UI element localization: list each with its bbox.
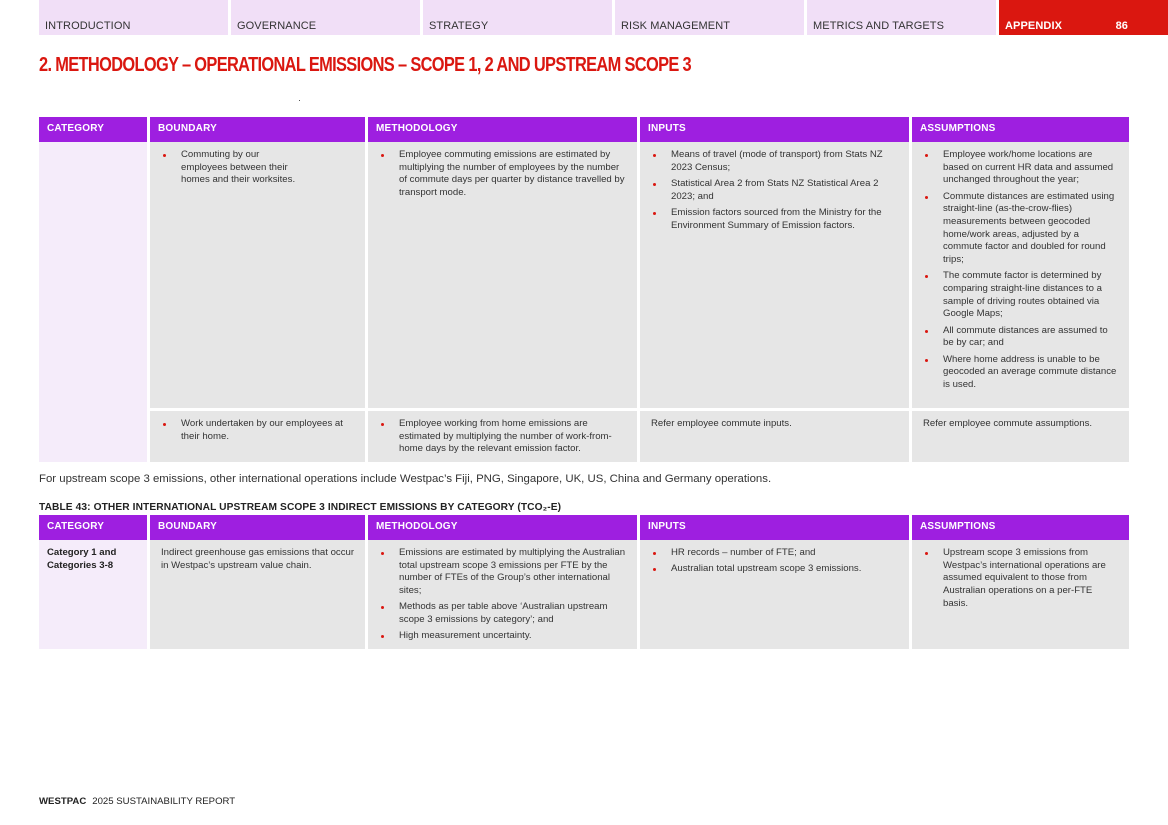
list-item: Employee commuting emissions are estimated by multiplying the number of employees by the number of commute days per quarter by distance travelled by transport mode. bbox=[379, 149, 627, 200]
methodology-cell bbox=[368, 540, 640, 649]
boundary-cell bbox=[150, 408, 368, 462]
nav-tab-label: METRICS AND TARGETS bbox=[813, 20, 945, 32]
nav-tab-label: APPENDIX bbox=[1005, 20, 1063, 32]
page-number: 86 bbox=[1115, 20, 1128, 32]
footer-report-name: 2025 SUSTAINABILITY REPORT bbox=[92, 796, 236, 807]
list-item: HR records – number of FTE; and bbox=[651, 547, 899, 560]
header-boundary: BOUNDARY bbox=[150, 515, 368, 540]
nav-tab-introduction[interactable] bbox=[39, 0, 228, 35]
header-methodology: METHODOLOGY bbox=[368, 515, 640, 540]
category-cell bbox=[39, 142, 150, 462]
nav-tab-label: RISK MANAGEMENT bbox=[621, 20, 731, 32]
category-cell: Category 1 and Categories 3-8 bbox=[39, 540, 150, 649]
top-navigation bbox=[39, 0, 1168, 35]
list-item: Emission factors sourced from the Ministry for the Environment Summary of Emission factors. bbox=[651, 207, 899, 232]
nav-tab-metrics-and-targets[interactable] bbox=[807, 0, 996, 35]
header-assumptions: ASSUMPTIONS bbox=[912, 117, 1129, 142]
header-assumptions: ASSUMPTIONS bbox=[912, 515, 1129, 540]
footer-brand: WESTPAC bbox=[39, 796, 87, 807]
table-header-row bbox=[39, 117, 1129, 142]
header-boundary: BOUNDARY bbox=[150, 117, 368, 142]
inputs-cell: Refer employee commute inputs. bbox=[640, 408, 912, 462]
methodology-cell bbox=[368, 408, 640, 462]
list-item: Australian total upstream scope 3 emissions. bbox=[651, 563, 899, 576]
header-category: CATEGORY bbox=[39, 117, 150, 142]
list-item: All commute distances are assumed to be by car; and bbox=[923, 325, 1119, 350]
page-footer bbox=[39, 796, 235, 807]
list-item: Commute distances are estimated using straight-line (as-the-crow-flies) measurements between geocoded home/work areas, adjusted by a commute factor and doubled for round trips; bbox=[923, 191, 1119, 267]
table-header-row bbox=[39, 515, 1129, 540]
assumptions-cell: Refer employee commute assumptions. bbox=[912, 408, 1129, 462]
list-item: Statistical Area 2 from Stats NZ Statistical Area 2 2023; and bbox=[651, 178, 899, 203]
list-item: Emissions are estimated by multiplying the Australian total upstream scope 3 emissions per FTE by the number of FTEs of the Group’s other international sites; bbox=[379, 547, 627, 598]
header-inputs: INPUTS bbox=[640, 117, 912, 142]
list-item: Employee work/home locations are based on current HR data and assumed unchanged throughout the year; bbox=[923, 149, 1119, 187]
list-item: Means of travel (mode of transport) from Stats NZ 2023 Census; bbox=[651, 149, 899, 174]
list-item: The commute factor is determined by comparing straight-line distances to a sample of driving routes obtained via Google Maps; bbox=[923, 270, 1119, 321]
header-category: CATEGORY bbox=[39, 515, 150, 540]
inputs-cell bbox=[640, 540, 912, 649]
list-item: Where home address is unable to be geocoded an average commute distance is used. bbox=[923, 354, 1119, 392]
methodology-table bbox=[39, 117, 1129, 462]
nav-tab-strategy[interactable] bbox=[423, 0, 612, 35]
page-title: 2. METHODOLOGY – OPERATIONAL EMISSIONS – SCOPE 1, 2 AND UPSTREAM SCOPE 3 bbox=[39, 54, 692, 76]
international-operations-note: For upstream scope 3 emissions, other international operations include Westpac’s Fiji, PNG, Singapore, UK, US, China and Germany operations. bbox=[39, 473, 772, 485]
methodology-cell bbox=[368, 142, 640, 408]
nav-tab-risk-management[interactable] bbox=[615, 0, 804, 35]
stray-mark bbox=[299, 100, 300, 101]
nav-tab-label: GOVERNANCE bbox=[237, 20, 317, 32]
table-title: TABLE 43: OTHER INTERNATIONAL UPSTREAM SCOPE 3 INDIRECT EMISSIONS BY CATEGORY (TCO₂-E) bbox=[39, 502, 562, 513]
table-row bbox=[39, 408, 1129, 462]
header-methodology: METHODOLOGY bbox=[368, 117, 640, 142]
list-item: Employee working from home emissions are estimated by multiplying the number of work-from-home days by the relevant emission factor. bbox=[379, 418, 627, 456]
nav-tab-governance[interactable] bbox=[231, 0, 420, 35]
list-item: Work undertaken by our employees at their home. bbox=[161, 418, 355, 443]
table-row bbox=[39, 540, 1129, 649]
table-row bbox=[39, 142, 1129, 408]
header-inputs: INPUTS bbox=[640, 515, 912, 540]
nav-tab-label: INTRODUCTION bbox=[45, 20, 131, 32]
boundary-cell bbox=[150, 142, 368, 408]
list-item: High measurement uncertainty. bbox=[379, 630, 627, 643]
list-item: Methods as per table above ‘Australian upstream scope 3 emissions by category’; and bbox=[379, 601, 627, 626]
assumptions-cell bbox=[912, 540, 1129, 649]
boundary-cell: Indirect greenhouse gas emissions that occur in Westpac’s upstream value chain. bbox=[150, 540, 368, 649]
assumptions-cell bbox=[912, 142, 1129, 408]
nav-tab-appendix[interactable] bbox=[999, 0, 1168, 35]
international-emissions-table bbox=[39, 515, 1129, 649]
nav-tab-label: STRATEGY bbox=[429, 20, 489, 32]
list-item: Commuting by our employees between their homes and their worksites. bbox=[161, 149, 355, 187]
list-item: Upstream scope 3 emissions from Westpac’s international operations are assumed equivalent to those from Australian operations on a per-FTE basis. bbox=[923, 547, 1119, 611]
inputs-cell bbox=[640, 142, 912, 408]
